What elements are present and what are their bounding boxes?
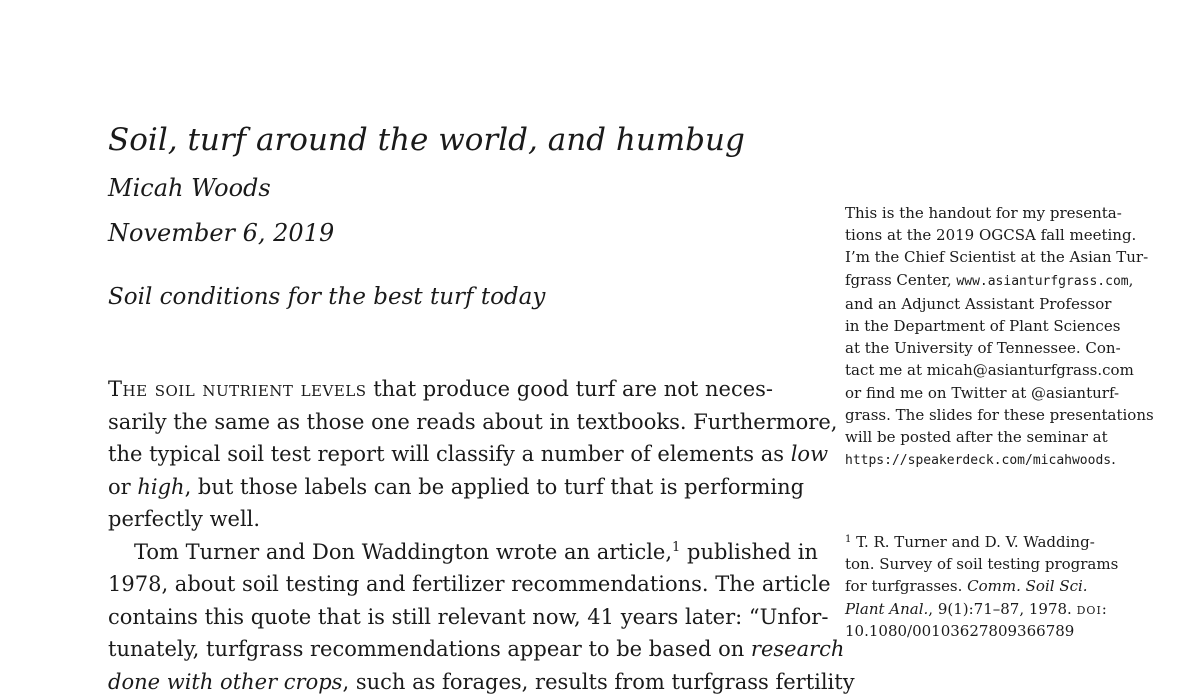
body-line — [108, 666, 788, 698]
footnote-line — [845, 531, 1175, 553]
note-line: will be posted after the seminar at — [845, 426, 1175, 448]
note-line — [845, 269, 1175, 293]
emphasis-high: high — [137, 475, 184, 499]
note-line: tions at the 2019 OGCSA fall meeting. — [845, 224, 1175, 246]
body-text-run: the typical soil test report will classify a number of elements as — [108, 442, 791, 466]
body-text-run: Tom Turner and Don Waddington wrote an article, — [134, 540, 672, 564]
body-text-run: , but those labels can be applied to turf that is performing — [185, 475, 805, 499]
body-text-run: that produce good turf are not neces- — [367, 377, 774, 401]
body-line — [108, 633, 788, 666]
footnote-text-run: for turfgrasses. — [845, 577, 967, 595]
body-text-run: or — [108, 475, 137, 499]
body-line: 1978, about soil testing and fertilizer recommendations. The article — [108, 568, 788, 601]
author-name: Micah Woods — [108, 174, 271, 202]
journal-name: Comm. Soil Sci. — [967, 577, 1087, 595]
note-text-run: . — [1111, 450, 1116, 468]
footnote-text-run: T. R. Turner and D. V. Wadding- — [851, 533, 1094, 551]
emphasis-other-crops: done with other crops — [108, 670, 342, 694]
note-line — [845, 448, 1175, 472]
body-line — [108, 438, 788, 471]
document-date: November 6, 2019 — [108, 219, 334, 247]
note-line: and an Adjunct Assistant Professor — [845, 293, 1175, 315]
note-text-run: fgrass Center, — [845, 271, 956, 289]
body-line — [108, 536, 788, 569]
website-link[interactable]: www.asianturfgrass.com — [956, 274, 1128, 289]
footnote — [845, 531, 1175, 642]
journal-name: Plant Anal. — [845, 600, 928, 618]
footnote-line: ton. Survey of soil testing programs — [845, 553, 1175, 575]
section-heading: Soil conditions for the best turf today — [108, 284, 545, 310]
body-line — [108, 373, 788, 406]
body-text-run: published in — [680, 540, 818, 564]
margin-note — [845, 202, 1175, 472]
emphasis-low: low — [791, 442, 828, 466]
footnote-line — [845, 598, 1175, 620]
body-text — [108, 373, 788, 698]
slides-link[interactable]: https://speakerdeck.com/micahwoods — [845, 453, 1111, 468]
footnote-text-run: : — [1102, 600, 1107, 618]
note-line: in the Department of Plant Sciences — [845, 315, 1175, 337]
body-line — [108, 471, 788, 504]
footnote-number: 1 — [845, 534, 851, 545]
note-line: or find me on Twitter at @asianturf- — [845, 382, 1175, 404]
body-text-run: , such as forages, results from turfgrass fertility — [342, 670, 854, 694]
note-line: grass. The slides for these presentations — [845, 404, 1175, 426]
body-text-run: tunately, turfgrass recommendations appear to be based on — [108, 637, 751, 661]
doi-label: doi — [1077, 600, 1102, 618]
footnote-reference[interactable]: 1 — [672, 540, 680, 555]
lead-in-small-caps: The soil nutrient levels — [108, 377, 367, 401]
footnote-text-run: , 9(1):71–87, 1978. — [928, 600, 1076, 618]
footnote-line — [845, 575, 1175, 597]
body-line: perfectly well. — [108, 503, 788, 536]
body-line: contains this quote that is still relevant now, 41 years later: “Unfor- — [108, 601, 788, 634]
note-line: This is the handout for my presenta- — [845, 202, 1175, 224]
note-line: I’m the Chief Scientist at the Asian Tur- — [845, 246, 1175, 268]
note-line: tact me at micah@asianturfgrass.com — [845, 359, 1175, 381]
doi-link[interactable]: 10.1080/00103627809366789 — [845, 620, 1175, 642]
note-line: at the University of Tennessee. Con- — [845, 337, 1175, 359]
note-text-run: , — [1129, 271, 1134, 289]
emphasis-research: research — [751, 637, 845, 661]
body-line: sarily the same as those one reads about in textbooks. Furthermore, — [108, 406, 788, 439]
document-title: Soil, turf around the world, and humbug — [108, 122, 745, 158]
